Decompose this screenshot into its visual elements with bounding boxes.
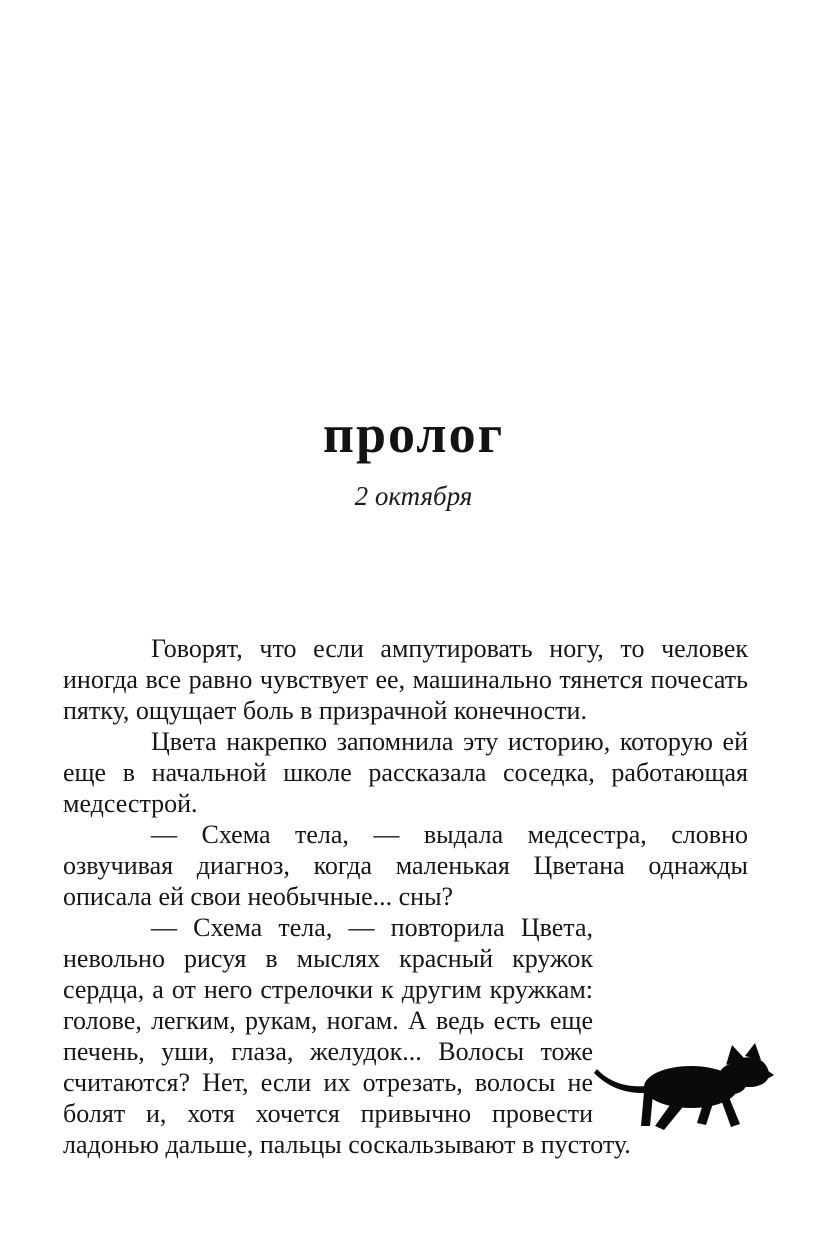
- paragraph-3: — Схема тела, — выдала медсестра, словно озвучивая диагноз, когда маленькая Цветана однажды описала ей свои необычные... сны?: [63, 820, 748, 911]
- chapter-date: 2 октября: [354, 481, 473, 511]
- paragraph-4-text: — Схема тела, — повторила Цвета, невольно рисуя в мыслях красный кружок сердца, а от него стрелочки к другим кружкам: голове, легким, рукам, ногам. А ведь есть еще печень, уши, глаза, желудок... Волосы тоже считаются? Нет, если их отрезать, волосы не болят и, хотя хочется привычно провести ладонью дальше, пальцы соскальзывают в пустоту.: [63, 913, 631, 1159]
- cat-silhouette-icon: [593, 1036, 748, 1129]
- paragraph-4: [63, 912, 748, 1160]
- paragraph-2: Цвета накрепко запомнила эту историю, которую ей еще в начальной школе рассказала соседка, работающая медсестрой.: [63, 727, 748, 818]
- body-text: [63, 633, 748, 1160]
- chapter-title: пролог: [322, 404, 505, 464]
- paragraph-1: Говорят, что если ампутировать ногу, то человек иногда все равно чувствует ее, машинально тянется почесать пятку, ощущает боль в призрачной конечности.: [63, 634, 748, 725]
